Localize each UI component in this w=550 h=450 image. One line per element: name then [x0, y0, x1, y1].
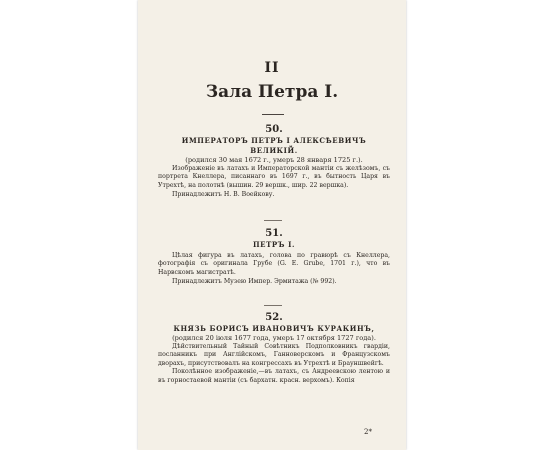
- entry-separator: [264, 220, 282, 221]
- entry-dates: (родился 20 іюля 1677 года, умеръ 17 октября 1727 года).: [172, 334, 376, 342]
- entry-description: Цѣлая фигура въ латахъ, голова по гравюрѣ съ Кнеллера, фотографія съ оригинала Грубе (G. E. Grube, 1701 г.), что въ Нарвскомъ магистратѣ.: [158, 252, 390, 276]
- catalog-entry-51: [158, 228, 390, 287]
- title-rule: [262, 114, 284, 115]
- catalog-page: [138, 0, 406, 450]
- bleed-through-text-top: [138, 3, 406, 11]
- entry-number: 50.: [265, 124, 283, 135]
- section-roman-numeral: II: [264, 60, 280, 76]
- section-title: Зала Петра I.: [205, 82, 339, 102]
- entry-dates: (родился 30 мая 1672 г., умеръ 28 января 1725 г.).: [185, 156, 363, 164]
- catalog-entry-52: [158, 312, 390, 385]
- entry-owner: Принадлежитъ Музею Импер. Эрмитажа (№ 992).: [172, 278, 337, 286]
- entry-owner: Принадлежитъ Н. В. Воейкову.: [172, 191, 275, 199]
- entry-description-continued: Поколѣнное изображеніе,—въ латахъ, съ Андреевскою лентою и въ горностаевой мантіи (съ бархатн. красн. верхомъ). Копія: [158, 368, 390, 384]
- catalog-entry-50: [158, 124, 390, 200]
- entry-separator: [264, 305, 282, 306]
- entry-number: 52.: [265, 312, 283, 323]
- signature-mark: 2*: [364, 428, 372, 436]
- entry-description: Дѣйствительный Тайный Совѣтникъ Подполковникъ гвардіи, посланникъ при Англійскомъ, Ганноверскомъ и Французскомъ дворахъ, присутствовалъ на конгрессахъ въ Утрехтѣ и Брауншвейгѣ.: [158, 343, 390, 367]
- entry-name: КНЯЗЬ БОРИСЪ ИВАНОВИЧЪ КУРАКИНЪ,: [173, 324, 375, 333]
- entry-number: 51.: [265, 228, 283, 239]
- entry-name: ПЕТРЪ I.: [252, 240, 296, 249]
- entry-name: ИМПЕРАТОРЪ ПЕТРЪ I АЛЕКСѢЕВИЧЪ ВЕЛИКІЙ.: [181, 136, 367, 155]
- entry-description: Изображеніе въ латахъ и Императорской мантіи съ желѣзомъ, съ портрета Кнеллера, писаннаго въ 1697 г., въ бытность Царя въ Утрехтѣ, на полотнѣ (вышин. 29 вершк., шир. 22 вершка).: [158, 165, 390, 189]
